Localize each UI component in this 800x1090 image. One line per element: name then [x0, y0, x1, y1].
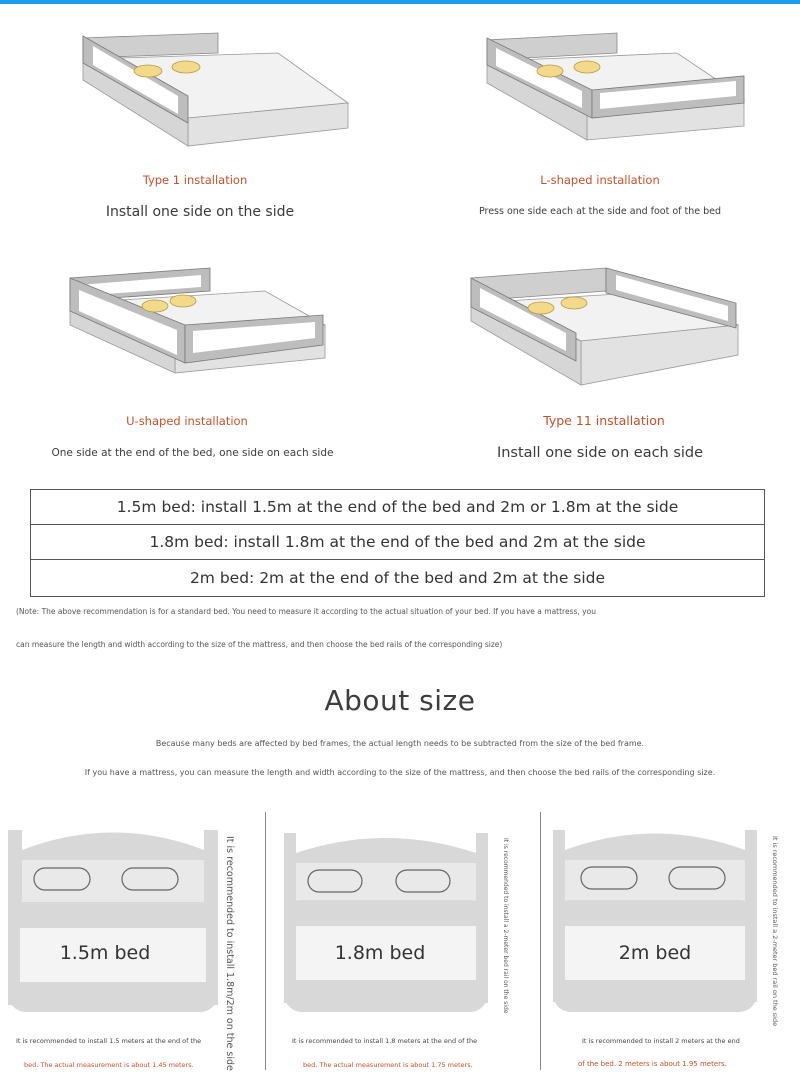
- column-divider: [265, 812, 266, 1070]
- u-shaped-bed-illustration: [65, 263, 335, 393]
- bed-1-5m-illustration: [8, 820, 220, 1020]
- end-recommendation-2m: It is recommended to install 2 meters at the end: [582, 1037, 740, 1045]
- recommendation-table: [30, 489, 765, 597]
- measurement-1-5m: bed. The actual measurement is about 1.45 meters.: [24, 1061, 194, 1069]
- type1-label: Type 1 installation: [142, 173, 248, 187]
- about-size-heading: About size: [324, 684, 476, 717]
- about-line-1: Because many beds are affected by bed frames, the actual length needs to be subtracted from the size of the bed frame.: [155, 739, 645, 748]
- type11-description: Install one side on each side: [496, 445, 704, 461]
- bed-size-2m: 2m bed: [618, 942, 692, 964]
- type1-bed-illustration: [78, 28, 358, 158]
- bed-size-1-5m: 1.5m bed: [59, 942, 151, 964]
- l-shaped-description: Press one side each at the side and foot of the bed: [478, 206, 722, 217]
- side-recommendation-1-8m: It is recommended to install a 2-meter bed rail on the side: [502, 838, 509, 1014]
- side-recommendation-2m: It is recommended to install a 2-meter bed rail on the side: [771, 836, 779, 1027]
- bed-2m-illustration: [553, 822, 759, 1018]
- table-row: 2m bed: 2m at the end of the bed and 2m at the side: [189, 569, 606, 587]
- type11-bed-illustration: [466, 263, 746, 393]
- note-line-2: can measure the length and width according to the size of the mattress, and then choose the bed rails of the corresponding size): [16, 640, 503, 649]
- about-line-2: If you have a mattress, you can measure the length and width according to the size of the mattress, and then choose the bed rails of the corresponding size.: [84, 768, 716, 777]
- measurement-2m: of the bed. 2 meters is about 1.95 meters.: [578, 1060, 727, 1068]
- end-recommendation-1-8m: It is recommended to install 1.8 meters at the end of the: [292, 1037, 478, 1045]
- table-row: 1.8m bed: install 1.8m at the end of the bed and 2m at the side: [31, 525, 764, 560]
- bed-1-8m-illustration: [284, 828, 490, 1018]
- end-recommendation-1-5m: It is recommended to install 1.5 meters at the end of the: [16, 1037, 202, 1045]
- measurement-1-8m: bed. The actual measurement is about 1.75 meters.: [303, 1061, 473, 1069]
- note-line-1: (Note: The above recommendation is for a standard bed. You need to measure it according to the actual situation of your bed. If you have a mattress, you: [16, 607, 596, 616]
- l-shaped-label: L-shaped installation: [540, 173, 660, 187]
- column-divider: [540, 812, 541, 1070]
- u-shaped-label: U-shaped installation: [126, 414, 248, 428]
- u-shaped-description: One side at the end of the bed, one side on each side: [51, 447, 334, 459]
- type11-label: Type 11 installation: [543, 413, 665, 428]
- top-accent-bar: [0, 0, 800, 4]
- bed-size-1-8m: 1.8m bed: [334, 942, 426, 964]
- l-shaped-bed-illustration: [482, 28, 752, 158]
- type1-description: Install one side on the side: [105, 204, 295, 220]
- table-row: 1.5m bed: install 1.5m at the end of the bed and 2m or 1.8m at the side: [31, 490, 764, 525]
- side-recommendation-1-5m: It is recommended to install 1.8m/2m on the side: [224, 836, 235, 1071]
